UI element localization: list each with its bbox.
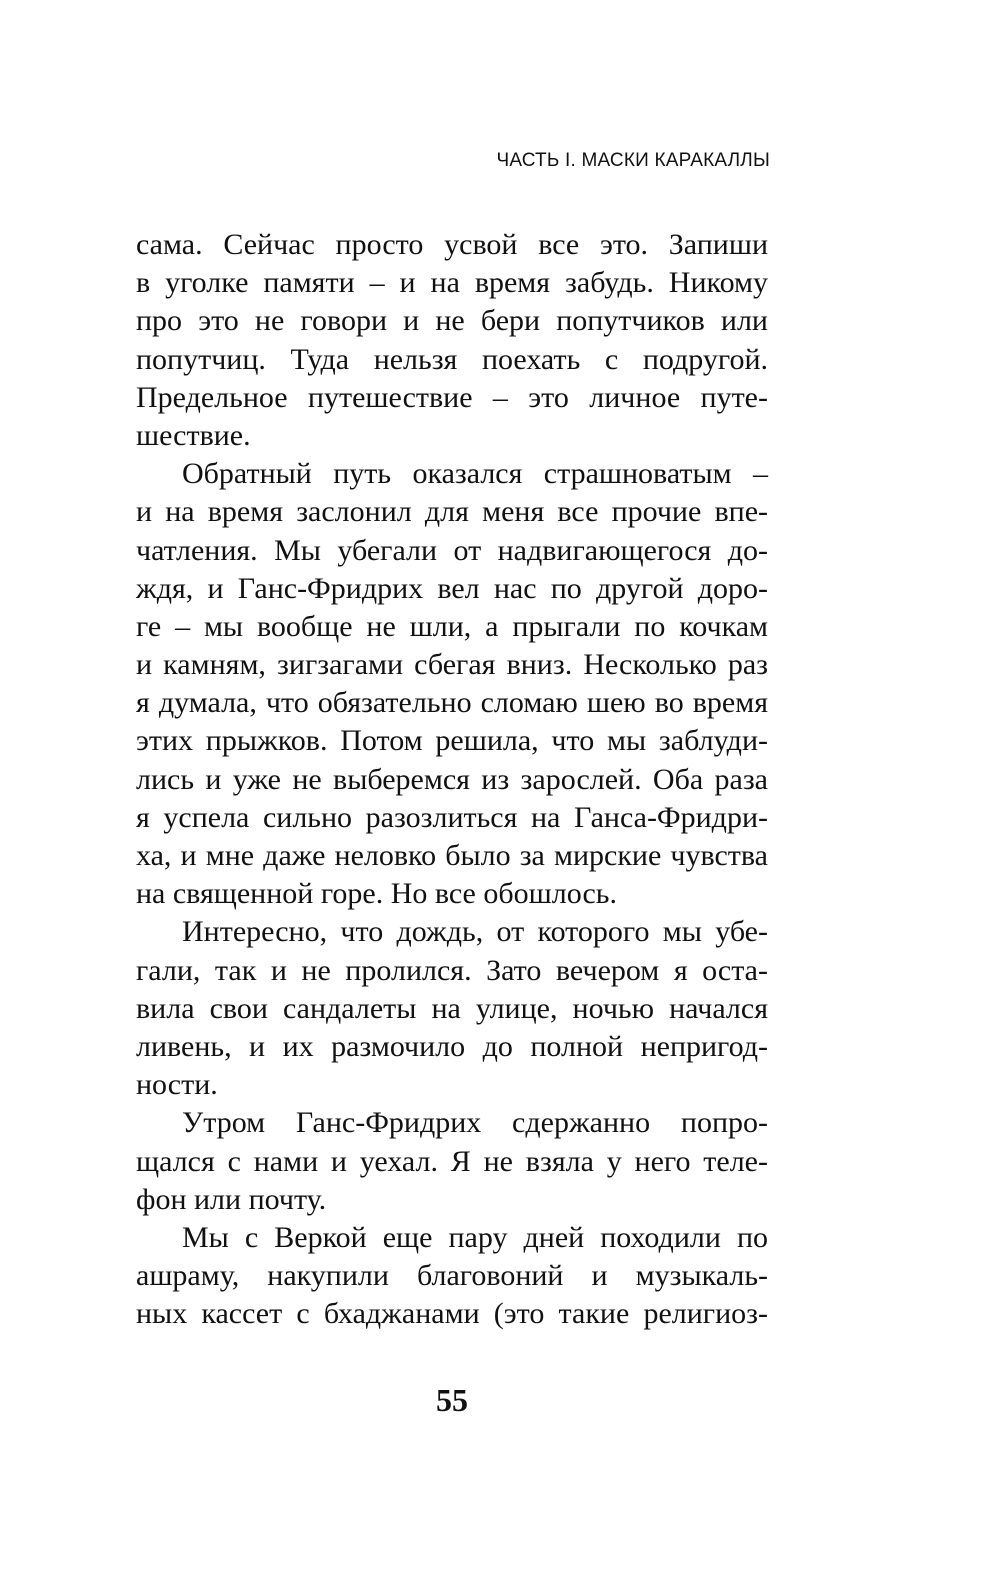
- running-header: ЧАСТЬ I. МАСКИ КАРАКАЛЛЫ: [496, 150, 770, 171]
- text-line: и на время заслонил для меня все прочие впе-: [136, 495, 768, 529]
- text-line: Интересно, что дождь, от которого мы убе-: [182, 915, 768, 949]
- text-line: фон или почту.: [136, 1182, 327, 1216]
- text-line: вила свои сандалеты на улице, ночью начался: [136, 991, 768, 1025]
- text-line: Утром Ганс-Фридрих сдержанно попро-: [182, 1106, 768, 1140]
- text-line: на священной горе. Но все обошлось.: [136, 877, 617, 911]
- text-line: ности.: [136, 1068, 218, 1102]
- text-line: про это не говори и не бери попутчиков или: [136, 304, 768, 338]
- text-line: я думала, что обязательно сломаю шею во время: [136, 686, 768, 720]
- text-line: Обратный путь оказался страшноватым –: [182, 457, 768, 491]
- page-number: 55: [436, 1382, 468, 1418]
- body-text: [136, 226, 768, 1333]
- text-line: шествие.: [136, 418, 251, 452]
- text-line: щался с нами и уехал. Я не взяла у него теле-: [136, 1144, 768, 1178]
- text-line: и камням, зигзагами сбегая вниз. Несколько раз: [136, 648, 768, 682]
- text-line: Предельное путешествие – это личное путе-: [136, 380, 768, 414]
- text-line: ха, и мне даже неловко было за мирские чувства: [136, 839, 768, 872]
- text-line: попутчиц. Туда нельзя поехать с подругой.: [136, 342, 768, 376]
- text-line: ных кассет с бхаджанами (это такие религиоз-: [136, 1297, 768, 1331]
- text-line: в уголке памяти – и на время забудь. Никому: [136, 266, 768, 300]
- text-line: чатления. Мы убегали от надвигающегося до-: [136, 533, 768, 567]
- text-line: ждя, и Ганс-Фридрих вел нас по другой доро-: [136, 571, 768, 605]
- text-line: ашраму, накупили благовоний и музыкаль-: [136, 1259, 768, 1293]
- text-line: этих прыжков. Потом решила, что мы заблуди-: [136, 724, 768, 758]
- text-line: сама. Сейчас просто усвой все это. Запиши: [136, 228, 768, 261]
- text-line: ливень, и их размочило до полной непригод-: [136, 1029, 768, 1063]
- text-line: лись и уже не выберемся из зарослей. Оба раза: [136, 762, 768, 796]
- text-line: гали, так и не пролился. Зато вечером я оста-: [136, 953, 768, 987]
- text-line: ге – мы вообще не шли, а прыгали по кочкам: [136, 609, 768, 643]
- text-line: я успела сильно разозлиться на Ганса-Фридри-: [136, 800, 768, 834]
- text-line: Мы с Веркой еще пару дней походили по: [182, 1220, 768, 1254]
